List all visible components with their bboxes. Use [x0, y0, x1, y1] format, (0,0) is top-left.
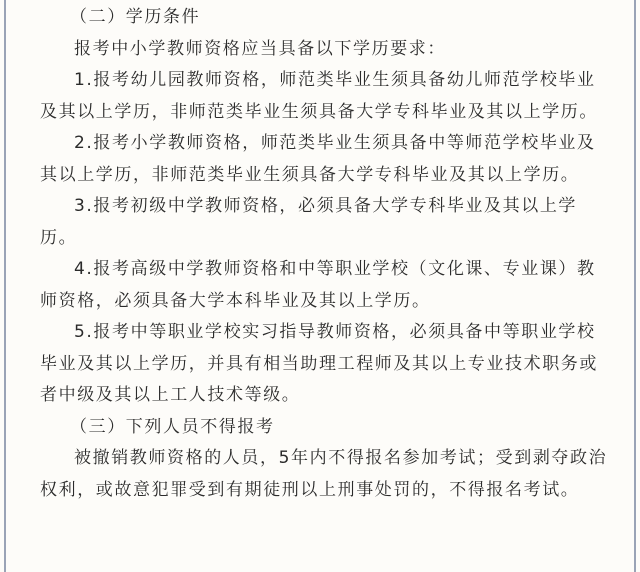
right-border-line — [634, 0, 636, 572]
education-item-2: 2.报考小学教师资格，师范类毕业生须具备中等师范学校毕业及其以上学历，非师范类毕业生须具备大学专科毕业及其以上学历。 — [40, 133, 596, 185]
left-border-line — [4, 0, 6, 572]
document-body — [40, 2, 610, 506]
exclusion-text: 被撤销教师资格的人员，5年内不得报名参加考试；受到剥夺政治权利，或故意犯罪受到有期徒刑以上刑事处罚的，不得报名考试。 — [40, 448, 608, 500]
section-heading-education: （二）学历条件 — [70, 7, 201, 27]
education-item-5: 5.报考中等职业学校实习指导教师资格，必须具备中等职业学校毕业及其以上学历，并具有相当助理工程师及其以上专业技术职务或者中级及其以上工人技术等级。 — [40, 322, 598, 405]
education-item-3: 3.报考初级中学教师资格，必须具备大学专科毕业及其以上学历。 — [40, 196, 578, 248]
section-heading-exclusion: （三）下列人员不得报考 — [70, 416, 275, 437]
education-item-4: 4.报考高级中学教师资格和中等职业学校（文化课、专业课）教师资格，必须具备大学本科毕业及其以上学历。 — [40, 259, 596, 311]
education-item-1: 1.报考幼儿园教师资格，师范类毕业生须具备幼儿师范学校毕业及其以上学历，非师范类毕业生须具备大学专科毕业及其以上学历。 — [40, 70, 598, 122]
education-intro: 报考中小学教师资格应当具备以下学历要求： — [74, 38, 446, 59]
